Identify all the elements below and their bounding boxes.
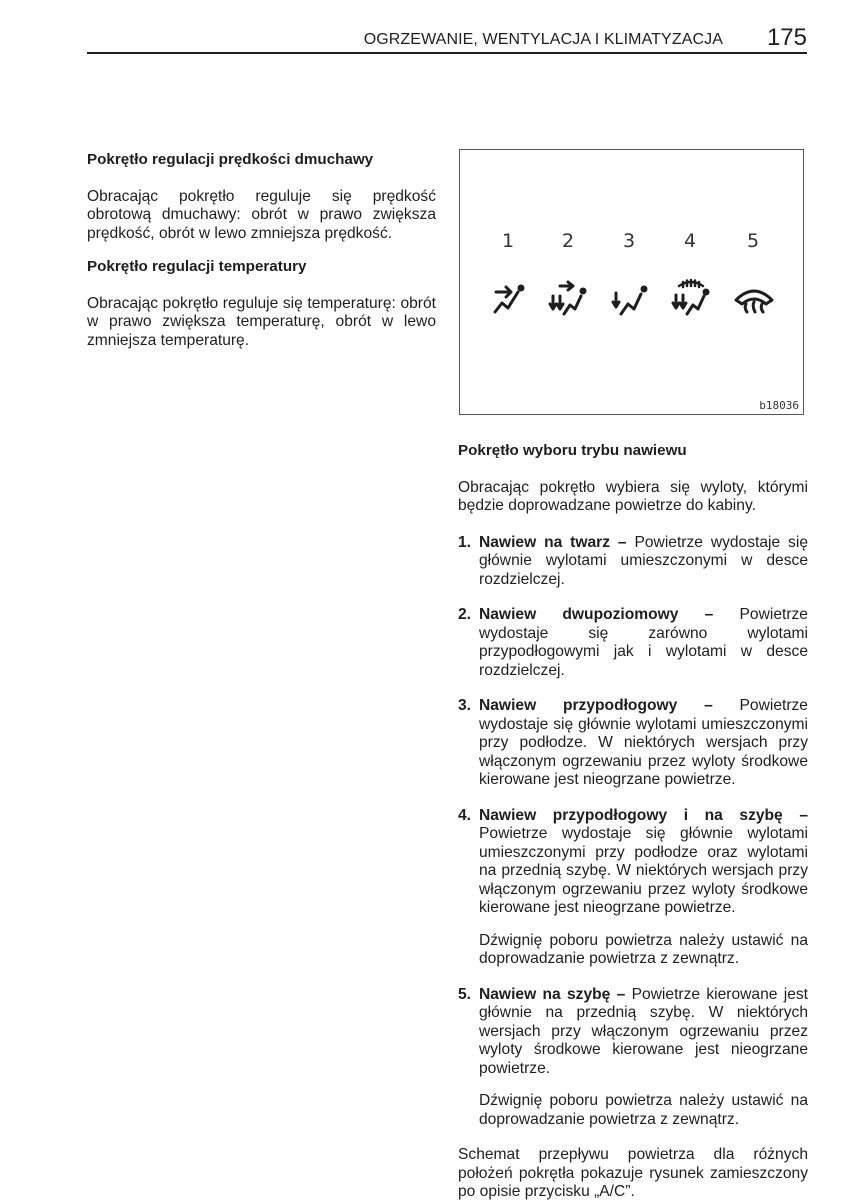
list-item	[458, 807, 808, 969]
list-item	[458, 534, 808, 590]
right-column	[458, 442, 808, 1202]
list-item-text: Powietrze kierowane jest głównie na przednią szybę. W niektórych wersjach przy włączonym ogrzewaniu przez wyloty środkowe kierowane jest nieogrzane powietrze.	[479, 985, 808, 1077]
list-item-text: Powietrze wydostaje się zarówno wylotami przypodłogowymi jak i wylotami w desce rozdzielczej.	[479, 606, 808, 679]
mode-number-5: 5	[747, 230, 760, 252]
blower-speed-heading: Pokrętło regulacji prędkości dmuchawy	[87, 151, 374, 168]
list-item-term: Nawiew na twarz –	[479, 533, 627, 551]
list-item	[458, 606, 808, 680]
temperature-heading: Pokrętło regulacji temperatury	[87, 258, 307, 275]
list-item	[458, 986, 808, 1130]
page-number: 175	[766, 24, 807, 51]
mode-list	[458, 534, 808, 1130]
list-item-note: Dźwignię poboru powietrza należy ustawić na doprowadzanie powietrza z zewnątrz.	[479, 1092, 808, 1128]
figure-code: b18036	[759, 399, 799, 412]
list-item-text: Powietrze wydostaje się głównie wylotami umieszczonymi przy podłodze oraz wylotami na przednią szybę. W niektórych wersjach przy włączonym ogrzewaniu przez wyloty środkowe kierowane jest nieogrzane powietrze.	[479, 825, 808, 916]
list-item-number: 4.	[458, 806, 472, 824]
mode-selector-heading: Pokrętło wyboru trybu nawiewu	[458, 442, 687, 459]
list-item-text: Powietrze wydostaje się głównie wylotami umieszczonymi w desce rozdzielczej.	[479, 533, 808, 588]
list-item-term: Nawiew przypodłogowy –	[479, 697, 713, 714]
list-item-term: Nawiew na szybę –	[479, 985, 626, 1003]
list-item-term: Nawiew dwupoziomowy –	[479, 606, 714, 623]
temperature-text: Obracając pokrętło reguluje się temperaturę: obrót w prawo zwiększa temperaturę, obrót w lewo zmniejsza temperaturę.	[87, 294, 436, 349]
blower-speed-text: Obracając pokrętło reguluje się prędkość obrotową dmuchawy: obrót w prawo zwiększa prędkość, obrót w lewo zmniejsza prędkość.	[87, 187, 436, 242]
defrost-icon	[732, 278, 776, 318]
list-item	[458, 697, 808, 790]
list-item-number: 3.	[458, 697, 472, 714]
list-item-number: 1.	[458, 533, 472, 551]
face-vent-icon	[490, 278, 530, 318]
mode-number-3: 3	[623, 230, 636, 252]
mode-number-2: 2	[562, 230, 575, 252]
chapter-title: OGRZEWANIE, WENTYLACJA I KLIMATYZACJA	[363, 31, 723, 48]
left-column	[87, 151, 436, 350]
page-header	[87, 26, 807, 54]
list-item-number: 5.	[458, 985, 472, 1003]
list-item-number: 2.	[458, 606, 472, 623]
list-item-text: Powietrze wydostaje się głównie wylotami umieszczonymi przy podłodze. W niektórych wersjach przy włączonym ogrzewaniu przez wyloty środkowe kierowane jest nieogrzane powietrze.	[479, 697, 808, 788]
floor-defrost-vent-icon	[671, 278, 711, 318]
mode-selector-figure	[459, 149, 804, 415]
mode-number-4: 4	[684, 230, 697, 252]
closing-text: Schemat przepływu powietrza dla różnych położeń pokrętła pokazuje rysunek zamieszczony po opisie przycisku „A/C”.	[458, 1146, 808, 1200]
list-item-note: Dźwignię poboru powietrza należy ustawić na doprowadzanie powietrza z zewnątrz.	[479, 931, 808, 967]
floor-vent-icon	[610, 278, 650, 318]
mode-number-1: 1	[502, 230, 515, 252]
mode-selector-intro: Obracając pokrętło wybiera się wyloty, którymi będzie doprowadzane powietrze do kabiny.	[458, 478, 808, 514]
bi-level-vent-icon	[548, 278, 588, 318]
list-item-term: Nawiew przypodłogowy i na szybę –	[479, 806, 808, 824]
